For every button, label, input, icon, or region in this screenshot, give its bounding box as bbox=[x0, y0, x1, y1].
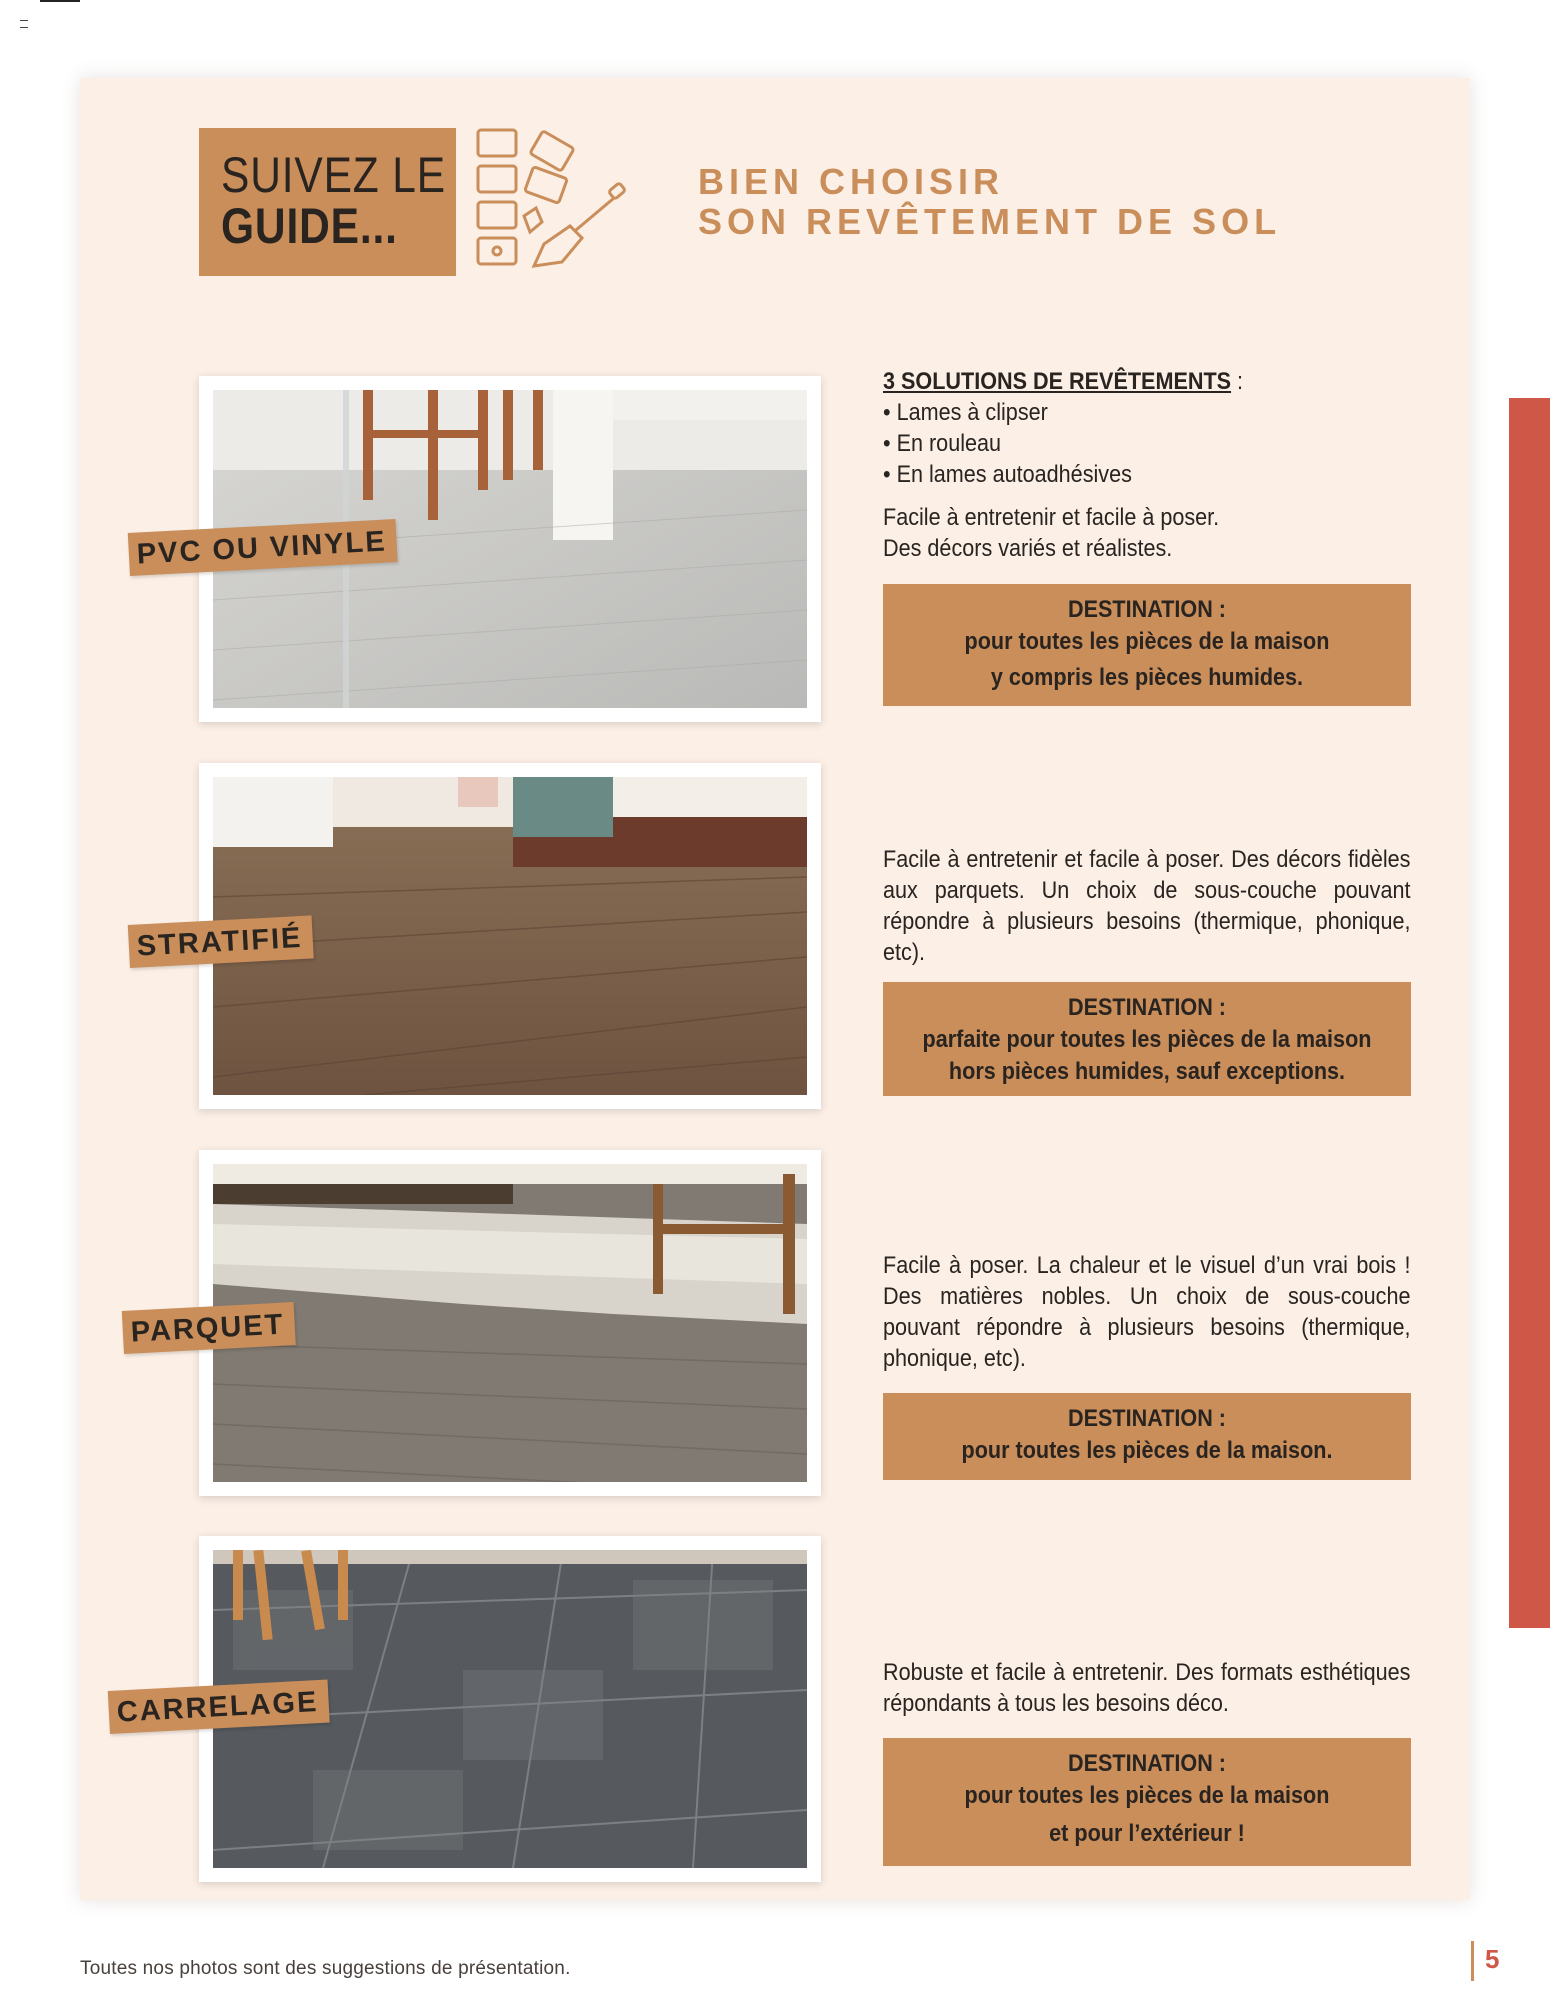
stratifie-dest-title: DESTINATION : bbox=[1067, 994, 1226, 1021]
pvc-destination-box bbox=[883, 584, 1411, 706]
pvc-text bbox=[883, 366, 1411, 564]
list-item: • En rouleau bbox=[883, 430, 1002, 457]
label-parquet: PARQUET bbox=[122, 1302, 296, 1354]
pvc-description: Facile à entretenir et facile à poser. Des décors variés et réalistes. bbox=[883, 504, 1220, 562]
pvc-intro-suffix: : bbox=[1231, 368, 1244, 395]
parquet-floor-photo bbox=[213, 1164, 807, 1482]
pvc-bullet-list bbox=[883, 397, 1410, 490]
footer-note: Toutes nos photos sont des suggestions de présentation. bbox=[80, 1958, 571, 1979]
stratifie-text bbox=[883, 844, 1411, 968]
parquet-dest-title: DESTINATION : bbox=[1067, 1405, 1226, 1432]
carrelage-destination-box bbox=[883, 1738, 1411, 1866]
page-number: 5 bbox=[1485, 1944, 1500, 1974]
carrelage-dest-title: DESTINATION : bbox=[1067, 1750, 1226, 1777]
parquet-destination-box bbox=[883, 1393, 1411, 1480]
guide-line-2: GUIDE... bbox=[221, 198, 398, 254]
label-stratifie: STRATIFIÉ bbox=[128, 915, 314, 968]
label-carrelage: CARRELAGE bbox=[108, 1680, 330, 1734]
carrelage-dest-line-2: et pour l’extérieur ! bbox=[1049, 1820, 1245, 1847]
carrelage-dest-line-1: pour toutes les pièces de la maison bbox=[964, 1782, 1330, 1809]
page-number-divider bbox=[1471, 1941, 1474, 1981]
side-accent-bar bbox=[1509, 398, 1550, 1628]
stratifie-dest-line-2: hors pièces humides, sauf exceptions. bbox=[948, 1058, 1346, 1085]
guide-line-1: SUIVEZ LE bbox=[221, 147, 446, 203]
pvc-dest-line-1: pour toutes les pièces de la maison bbox=[964, 628, 1330, 655]
parquet-dest-line-1: pour toutes les pièces de la maison. bbox=[961, 1437, 1333, 1464]
list-item: • En lames autoadhésives bbox=[883, 461, 1132, 488]
parquet-description: Facile à poser. La chaleur et le visuel d’un vrai bois ! Des matières nobles. Un choix de sous-couche pouvant répondre à plusieurs besoins (thermique, phonique, etc). bbox=[883, 1252, 1411, 1372]
top-mark-small bbox=[20, 20, 28, 28]
label-pvc: PVC OU VINYLE bbox=[128, 519, 398, 576]
guide-badge bbox=[199, 128, 456, 276]
pvc-dest-line-2: y compris les pièces humides. bbox=[990, 664, 1304, 691]
pvc-intro-title bbox=[883, 366, 1410, 397]
headline-line-1: BIEN CHOISIR bbox=[698, 161, 1005, 202]
pvc-intro-title-text: 3 SOLUTIONS DE REVÊTEMENTS bbox=[883, 368, 1232, 395]
tiles-and-trowel-icon bbox=[474, 126, 634, 276]
stratifie-destination-box bbox=[883, 982, 1411, 1096]
parquet-text bbox=[883, 1250, 1411, 1374]
headline-line-2: SON REVÊTEMENT DE SOL bbox=[698, 201, 1282, 242]
page-headline bbox=[698, 162, 1281, 242]
pvc-dest-title: DESTINATION : bbox=[1067, 596, 1226, 623]
top-mark bbox=[40, 0, 80, 2]
stratifie-description: Facile à entretenir et facile à poser. Des décors fidèles aux parquets. Un choix de sous-couche pouvant répondre à plusieurs besoins (thermique, phonique, etc). bbox=[883, 846, 1411, 966]
carrelage-description: Robuste et facile à entretenir. Des formats esthétiques répondants à tous les besoins déco. bbox=[883, 1659, 1411, 1717]
carrelage-text bbox=[883, 1657, 1411, 1719]
stratifie-dest-line-1: parfaite pour toutes les pièces de la maison bbox=[922, 1026, 1372, 1053]
list-item: • Lames à clipser bbox=[883, 399, 1048, 426]
